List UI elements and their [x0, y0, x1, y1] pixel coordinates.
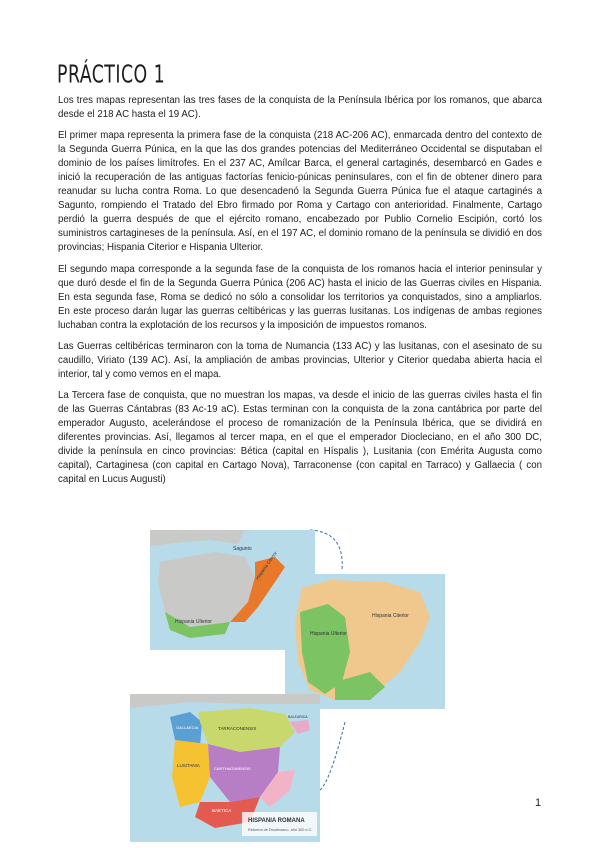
map3-legend-title: HISPANIA ROMANA: [248, 818, 305, 824]
map3-label-balearica: BALEARICA: [288, 715, 308, 719]
paragraph-wars: Las Guerras celtibéricas terminaron con la toma de Numancia (133 AC) y las lusitanas, con el asesinato de su caudillo, Viriato (139 AC). Así, la ampliación de ambas provincias, Ulterior y Citerior quedaba abierta hacia el interior, tal y como vemos en el mapa.: [58, 340, 542, 380]
body-text: [58, 94, 542, 494]
map2-label-ulterior: Hispania Ulterior: [310, 631, 347, 637]
map1-label-ulterior: Hispania Ulterior: [175, 619, 212, 625]
map3-label-gallaecia: GALLAECIA: [176, 725, 199, 730]
map3-label-lusitania: LUSITANIA: [177, 763, 200, 768]
map-second-phase: [285, 574, 445, 709]
map-third-phase: [130, 694, 320, 842]
map1-label-saguntum: Sagunto: [233, 546, 252, 552]
paragraph-third-phase: La Tercera fase de conquista, que no muestran los mapas, va desde el inicio de las guerras civiles hasta el fin de las Guerras Cántabras (83 Ac-19 aC). Estas terminan con la conquista de la zona cantábrica por parte del emperador Augusto, acelerándose el proceso de romanización de la Península Ibérica, que se dividirá en diferentes provincias. Así, llegamos al tercer mapa, en el que el emperador Diocleciano, en el año 300 DC, divide la península en cinco provincias: Bética (capital en Híspalis ), Lusitania (con Emérita Augusta como capital), Cartaginesa (con capital en Cartago Nova), Tarraconense (con capital en Tarraco) y Gallaecia ( con capital en Lucus Augusti): [58, 389, 542, 486]
paragraph-second-map: El segundo mapa corresponde a la segunda fase de la conquista de los romanos hacia el interior peninsular y que duró desde el fin de la Segunda Guerra Púnica (206 AC) hasta el inicio de las Guerras civiles en Hispania. En esta segunda fase, Roma se dedicó no sólo a consolidar los territorios ya conquistados, sino a ampliarlos. En este proceso darán lugar las guerras celtibéricas y las guerras lusitanas. Los indígenas de ambas regiones luchaban contra la explotación de los recursos y la imposición de impuestos romanos.: [58, 263, 542, 331]
map3-label-tarraconensis: TARRACONENSIS: [218, 726, 257, 731]
paragraph-intro: Los tres mapas representan las tres fases de la conquista de la Península Ibérica por los romanos, que abarca desde el 218 AC hasta el 19 AC).: [58, 95, 542, 121]
map3-label-baetica: BAETICA: [212, 808, 232, 813]
map3-label-carthaginiensis: CARTHAGINIENSIS: [214, 766, 251, 771]
map2-label-citerior: Hispania Citerior: [372, 613, 409, 619]
map1-label-citerior: Hispania Citerior: [254, 550, 278, 581]
page-number: 1: [535, 797, 542, 809]
arrow-map2-to-map3: [320, 722, 345, 790]
page-title: PRÁCTICO 1: [57, 60, 166, 89]
map3-legend-subtitle: Reforma de Diocleciano, año 300 d.C.: [248, 828, 313, 832]
maps-collage: [130, 522, 480, 842]
paragraph-first-map: El primer mapa representa la primera fase de la conquista (218 AC-206 AC), enmarcada dentro del contexto de la Segunda Guerra Púnica, en la que las dos grandes potencias del Mediterráneo Occidental se disputaban el dominio de los países limítrofes. En el 237 AC, Amílcar Barca, el general cartaginés, desembarcó en Gades e inició la recuperación de las antiguas factorías fenicio-púnicas peninsulares, con el fin de obtener dinero para reanudar su lucha contra Roma. Lo que desencadenó la Segunda Guerra Púnica fue el ataque cartaginés a Sagunto, rompiendo el Tratado del Ebro firmado por Roma y Cartago con anterioridad. Finalmente, Cartago perdió la guerra después de que el ejército romano, encabezado por Publio Cornelio Escipión, cortó los suministros cartagineses de la península. Así, en el 197 AC, el dominio romano de la península se dividió en dos provincias; Hispania Citerior e Hispania Ulterior.: [58, 130, 542, 254]
